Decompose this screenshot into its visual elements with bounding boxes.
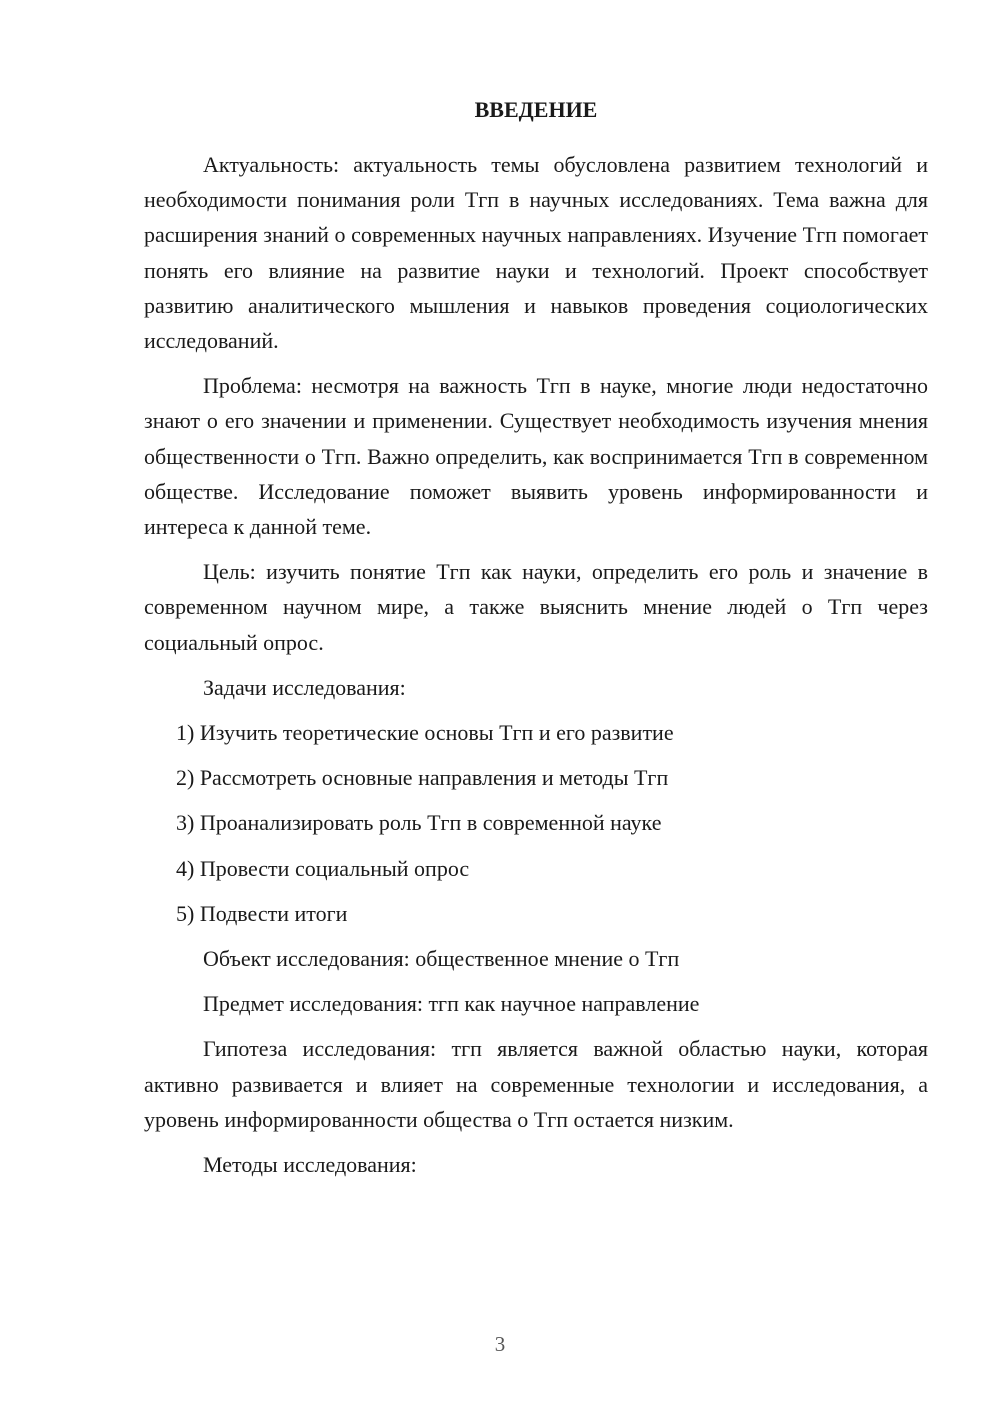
paragraph-problem: Проблема: несмотря на важность Тгп в науке, многие люди недостаточно знают о его значении и применении. Существует необходимость изучения мнения общественности о Тгп. Важно определить, как воспринимается Тгп в современном обществе. Исследование поможет выявить уровень информированности и интереса к данной теме. bbox=[144, 373, 928, 540]
paragraph-relevance: Актуальность: актуальность темы обусловлена развитием технологий и необходимости понимания роли Тгп в научных исследованиях. Тема важна для расширения знаний о современных научных направлениях. Изучение Тгп помогает понять его влияние на развитие науки и технологий. Проект способствует развитию аналитического мышления и навыков проведения социологических исследований. bbox=[144, 152, 928, 354]
paragraph-goal: Цель: изучить понятие Тгп как науки, определить его роль и значение в современном научном мире, а также выяснить мнение людей о Тгп через социальный опрос. bbox=[144, 559, 928, 655]
page-title: ВВЕДЕНИЕ bbox=[474, 97, 598, 122]
list-item: 5) Подвести итоги bbox=[176, 900, 348, 926]
paragraph-object: Объект исследования: общественное мнение о Тгп bbox=[203, 946, 680, 972]
tasks-list bbox=[144, 715, 928, 931]
list-item: 2) Рассмотреть основные направления и методы Тгп bbox=[176, 765, 669, 791]
page-number: 3 bbox=[494, 1332, 506, 1356]
list-item: 4) Провести социальный опрос bbox=[176, 855, 470, 881]
document-page bbox=[144, 92, 928, 1192]
paragraph-subject: Предмет исследования: тгп как научное направление bbox=[203, 991, 700, 1017]
list-item: 3) Проанализировать роль Тгп в современной науке bbox=[176, 810, 662, 836]
tasks-heading: Задачи исследования: bbox=[203, 674, 406, 700]
methods-heading: Методы исследования: bbox=[203, 1152, 417, 1178]
paragraph-hypothesis: Гипотеза исследования: тгп является важной областью науки, которая активно развивается и влияет на современные технологии и исследования, а уровень информированности общества о Тгп остается низким. bbox=[144, 1036, 928, 1132]
list-item: 1) Изучить теоретические основы Тгп и его развитие bbox=[176, 720, 674, 746]
